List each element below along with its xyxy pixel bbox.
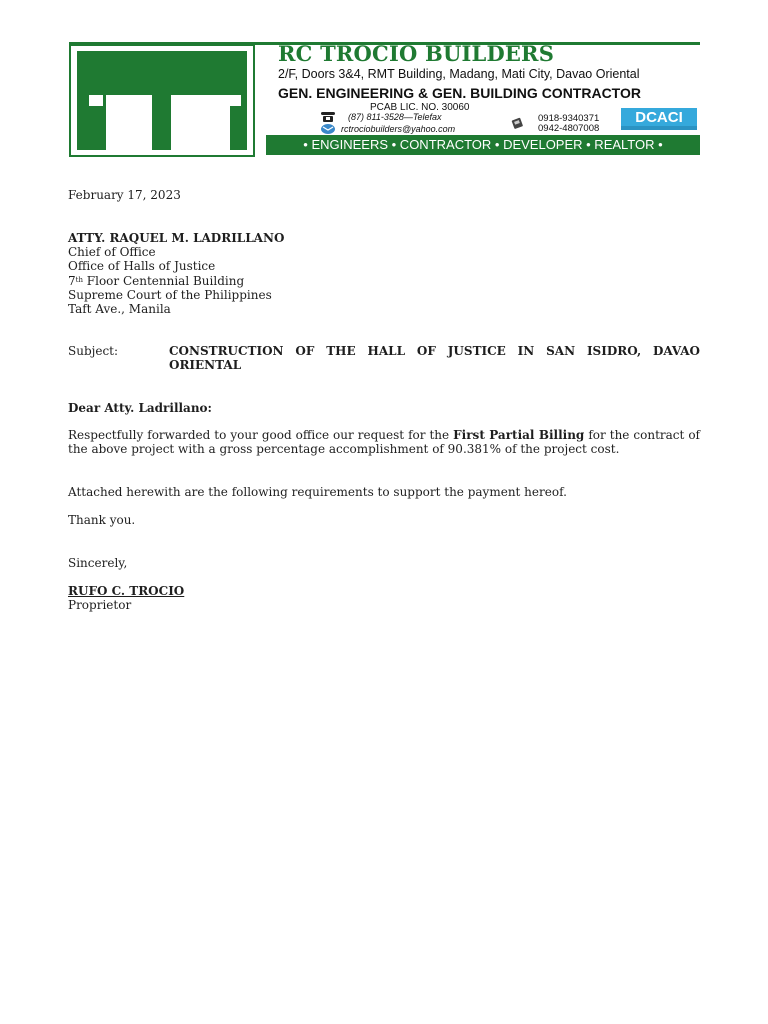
signer-title: Proprietor [68,598,132,612]
email-icon [320,123,336,135]
floor-number: 7 [68,273,76,288]
addressee-line-5: Taft Ave., Manila [68,302,171,317]
floor-building: Floor Centennial Building [82,273,245,288]
floor-suffix: th [75,275,83,284]
billing-type: First Partial Billing [453,428,585,442]
addressee-line-4: Supreme Court of the Philippines [68,287,272,302]
body-paragraph-2: Attached herewith are the following requirements to support the payment hereof. [68,485,567,499]
addressee-line-1: Chief of Office [68,245,156,260]
subject-text: CONSTRUCTION OF THE HALL OF JUSTICE IN SAN ISIDRO, DAVAO ORIENTAL [169,344,700,373]
thanks-line: Thank you. [68,513,136,527]
para1-text-start: Respectfully forwarded to your good office our request for the [68,428,454,442]
addressee-name: ATTY. RAQUEL M. LADRILLANO [68,231,285,245]
company-type: GEN. ENGINEERING & GEN. BUILDING CONTRACTOR [278,85,641,101]
telephone-icon [320,111,336,123]
email-address: rctrociobuilders@yahoo.com [341,124,456,134]
addressee-line-2: Office of Halls of Justice [68,259,216,274]
addressee-block [68,231,284,316]
salutation: Dear Atty. Ladrillano: [68,401,212,415]
para1-text-end: for the contract of the above project with a gross percentage accomplishment of 90.381% of the project cost. [68,428,701,457]
telefax-number: (87) 811-3528—Telefax [348,112,442,122]
dcaci-badge-strip [621,126,697,130]
mobile-number-1: 0918-9340371 [538,113,600,124]
mobile-numbers [538,114,599,134]
company-address: 2/F, Doors 3&4, RMT Building, Madang, Mati City, Davao Oriental [278,67,640,81]
body-paragraph-1 [68,428,700,457]
subject-label: Subject: [68,344,119,358]
signer-name: RUFO C. TROCIO [68,584,185,598]
closing: Sincerely, [68,556,128,570]
mobile-phone-icon [511,116,527,130]
dcaci-badge: DCACI [621,108,697,130]
addressee-line-3 [68,274,284,288]
letter-date: February 17, 2023 [68,188,181,202]
letterhead [69,42,700,158]
pcab-license: PCAB LIC. NO. 30060 [370,102,470,113]
mobile-number-2: 0942-4807008 [538,123,600,134]
T-logo-icon [69,44,255,157]
company-name: RC TROCIO BUILDERS [278,41,555,66]
services-banner: • ENGINEERS • CONTRACTOR • DEVELOPER • REALTOR • [266,135,700,155]
